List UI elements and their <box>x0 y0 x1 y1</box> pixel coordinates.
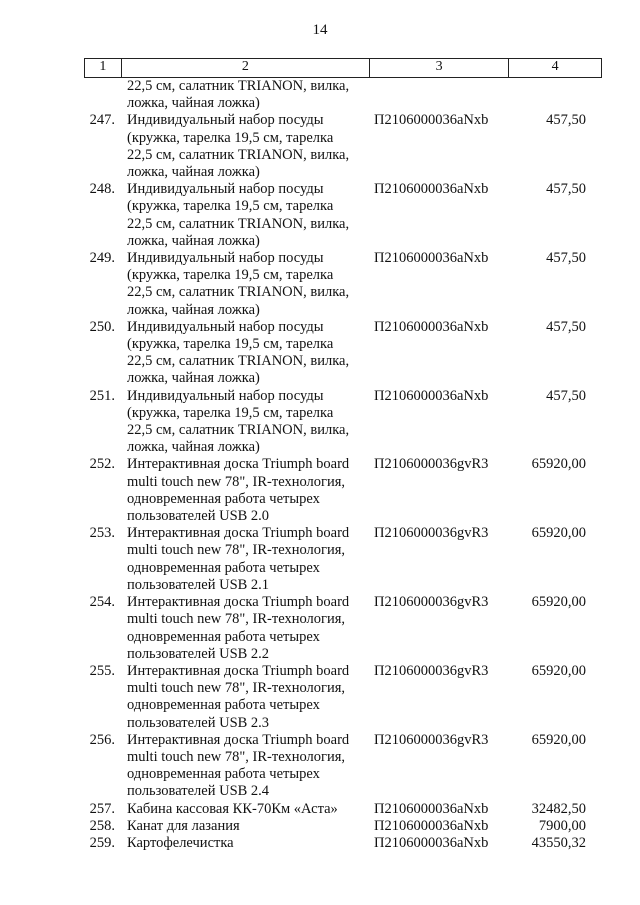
table-row <box>84 801 602 818</box>
row-code: П2106000036aNxb <box>374 800 489 817</box>
row-price: 65920,00 <box>531 594 586 611</box>
row-number: 257. <box>89 800 115 817</box>
table-row <box>84 250 602 319</box>
row-item-name <box>121 818 370 835</box>
column-header-number: 1 <box>85 59 122 77</box>
row-number: 253. <box>89 525 115 542</box>
row-code: П2106000036gvR3 <box>374 731 489 748</box>
row-code: П2106000036aNxb <box>374 250 489 267</box>
item-name-line: multi touch new 78", IR-технология, <box>127 473 345 490</box>
row-price: 65920,00 <box>531 525 586 542</box>
row-number: 249. <box>89 250 115 267</box>
page-number: 14 <box>312 22 328 38</box>
row-number: 255. <box>89 662 115 679</box>
item-name-line: multi touch new 78", IR-технология, <box>127 542 345 559</box>
row-number: 252. <box>89 456 115 473</box>
row-item-name <box>121 525 370 594</box>
item-name-line: одновременная работа четырех <box>127 559 320 576</box>
row-code: П2106000036gvR3 <box>374 594 489 611</box>
table-row <box>84 388 602 457</box>
row-item-name <box>121 319 370 388</box>
item-name-line: 22,5 см, салатник TRIANON, вилка, <box>127 78 350 94</box>
table-row <box>84 663 602 732</box>
row-number: 251. <box>89 387 115 404</box>
row-item-name <box>121 835 370 852</box>
row-price: 65920,00 <box>531 731 586 748</box>
row-code: П2106000036gvR3 <box>374 662 489 679</box>
row-code: П2106000036aNxb <box>374 387 489 404</box>
row-price: 457,50 <box>546 112 586 129</box>
row-code: П2106000036aNxb <box>374 181 489 198</box>
table-row <box>84 525 602 594</box>
item-name-line: 22,5 см, салатник TRIANON, вилка, <box>127 284 350 301</box>
row-price: 457,50 <box>546 181 586 198</box>
item-name-line: пользователей USB 2.4 <box>127 783 270 800</box>
table-row <box>84 818 602 835</box>
table-row <box>84 112 602 181</box>
row-item-name <box>121 78 370 112</box>
item-name-line: Индивидуальный набор посуды <box>127 318 324 335</box>
item-name-line: ложка, чайная ложка) <box>127 301 260 318</box>
row-item-name <box>121 594 370 663</box>
row-item-name <box>121 801 370 818</box>
item-name-line: ложка, чайная ложка) <box>127 164 260 181</box>
item-name-line: 22,5 см, салатник TRIANON, вилка, <box>127 353 350 370</box>
table-row <box>84 732 602 801</box>
row-number: 247. <box>89 112 115 129</box>
item-name-line: (кружка, тарелка 19,5 см, тарелка <box>127 198 334 215</box>
row-number: 250. <box>89 318 115 335</box>
row-price: 457,50 <box>546 318 586 335</box>
row-code <box>370 78 510 112</box>
row-item-name <box>121 181 370 250</box>
row-code: П2106000036aNxb <box>374 817 489 834</box>
item-name-line: Картофелечистка <box>127 834 234 851</box>
item-name-line: multi touch new 78", IR-технология, <box>127 680 345 697</box>
item-name-line: ложка, чайная ложка) <box>127 95 260 112</box>
row-item-name <box>121 732 370 801</box>
row-item-name <box>121 112 370 181</box>
column-header-name: 2 <box>122 59 370 77</box>
item-name-line: Интерактивная доска Triumph board <box>127 662 350 679</box>
item-name-line: пользователей USB 2.1 <box>127 576 270 593</box>
row-item-name <box>121 250 370 319</box>
item-name-line: Индивидуальный набор посуды <box>127 387 324 404</box>
item-name-line: одновременная работа четырех <box>127 490 320 507</box>
row-price: 457,50 <box>546 250 586 267</box>
item-name-line: Индивидуальный набор посуды <box>127 181 324 198</box>
row-number: 254. <box>89 594 115 611</box>
row-code: П2106000036aNxb <box>374 318 489 335</box>
item-name-line: одновременная работа четырех <box>127 766 320 783</box>
item-name-line: multi touch new 78", IR-технология, <box>127 748 345 765</box>
row-number: 258. <box>89 817 115 834</box>
row-code: П2106000036aNxb <box>374 834 489 851</box>
item-name-line: 22,5 см, салатник TRIANON, вилка, <box>127 215 350 232</box>
row-code: П2106000036gvR3 <box>374 525 489 542</box>
row-price: 43550,32 <box>531 834 586 851</box>
item-name-line: Интерактивная доска Triumph board <box>127 456 350 473</box>
item-name-line: (кружка, тарелка 19,5 см, тарелка <box>127 129 334 146</box>
row-item-name <box>121 456 370 525</box>
row-number: 256. <box>89 731 115 748</box>
row-item-name <box>121 663 370 732</box>
table-header <box>84 58 602 78</box>
table-row <box>84 78 602 112</box>
row-price: 457,50 <box>546 387 586 404</box>
item-name-line: Индивидуальный набор посуды <box>127 250 324 267</box>
table-row <box>84 456 602 525</box>
item-name-line: ложка, чайная ложка) <box>127 370 260 387</box>
item-name-line: пользователей USB 2.2 <box>127 645 270 662</box>
table-row <box>84 319 602 388</box>
row-number: 259. <box>89 834 115 851</box>
item-name-line: multi touch new 78", IR-технология, <box>127 611 345 628</box>
row-price: 32482,50 <box>531 800 586 817</box>
row-code: П2106000036gvR3 <box>374 456 489 473</box>
item-name-line: Интерактивная доска Triumph board <box>127 594 350 611</box>
item-name-line: пользователей USB 2.3 <box>127 714 270 731</box>
item-name-line: ложка, чайная ложка) <box>127 232 260 249</box>
item-name-line: (кружка, тарелка 19,5 см, тарелка <box>127 336 334 353</box>
item-name-line: (кружка, тарелка 19,5 см, тарелка <box>127 267 334 284</box>
row-item-name <box>121 388 370 457</box>
column-header-code: 3 <box>370 59 509 77</box>
item-name-line: 22,5 см, салатник TRIANON, вилка, <box>127 422 350 439</box>
item-name-line: одновременная работа четырех <box>127 697 320 714</box>
item-name-line: Канат для лазания <box>127 817 240 834</box>
row-price: 7900,00 <box>538 817 586 834</box>
table-row <box>84 835 602 852</box>
row-price: 65920,00 <box>531 456 586 473</box>
row-number: 248. <box>89 181 115 198</box>
items-table <box>84 58 602 852</box>
item-name-line: одновременная работа четырех <box>127 628 320 645</box>
item-name-line: Индивидуальный набор посуды <box>127 112 324 129</box>
row-number <box>84 78 121 112</box>
item-name-line: пользователей USB 2.0 <box>127 508 270 525</box>
row-price: 65920,00 <box>531 662 586 679</box>
item-name-line: (кружка, тарелка 19,5 см, тарелка <box>127 404 334 421</box>
row-price <box>510 78 602 112</box>
item-name-line: 22,5 см, салатник TRIANON, вилка, <box>127 146 350 163</box>
table-row <box>84 594 602 663</box>
row-code: П2106000036aNxb <box>374 112 489 129</box>
column-header-price: 4 <box>551 59 559 74</box>
item-name-line: Интерактивная доска Triumph board <box>127 731 350 748</box>
table-row <box>84 181 602 250</box>
item-name-line: Кабина кассовая КК-70Км «Аста» <box>127 800 338 817</box>
table-body <box>84 78 602 852</box>
item-name-line: ложка, чайная ложка) <box>127 439 260 456</box>
item-name-line: Интерактивная доска Triumph board <box>127 525 350 542</box>
